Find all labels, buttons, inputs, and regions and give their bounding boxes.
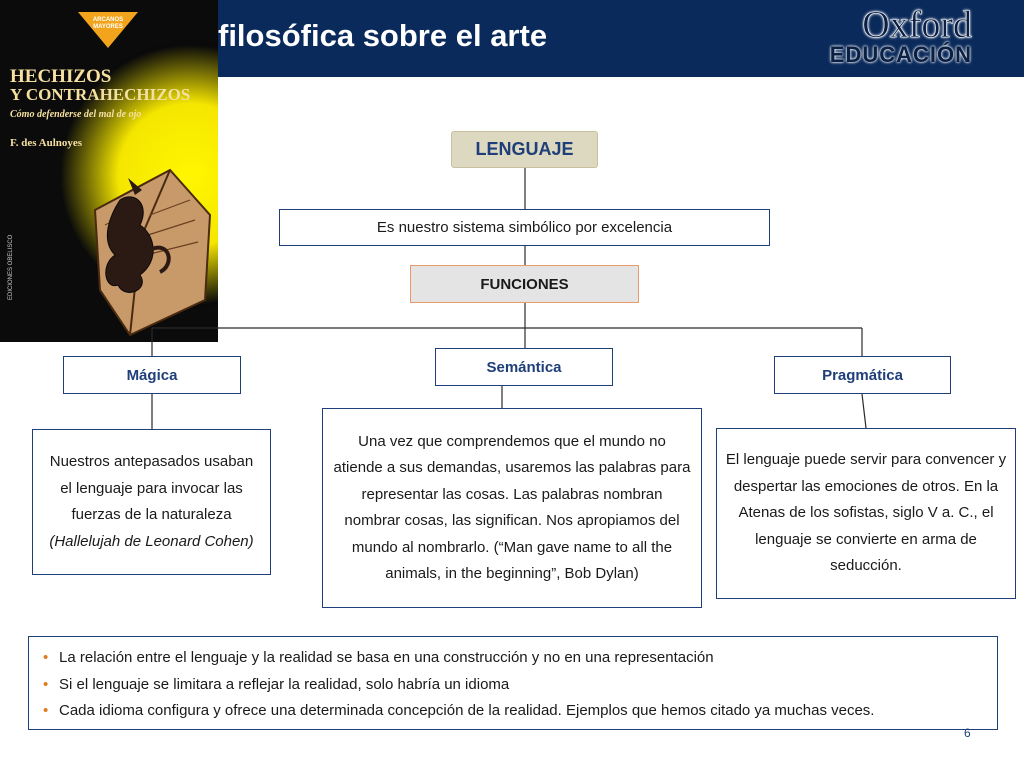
cover-title-line2: Y CONTRAHECHIZOS [10,85,191,104]
cover-series-line1: ARCANOS [92,17,124,23]
page-number: 6 [964,726,971,740]
root-node-lenguaje: LENGUAJE [451,131,598,168]
list-item [43,672,985,699]
bullet-text: La relación entre el lenguaje y la realidad se basa en una construcción y no en una representación [59,649,714,666]
bullet-icon: • [43,675,49,693]
bullet-icon: • [43,649,49,666]
magica-description-text: Nuestros antepasados usaban el lenguaje para invocar las fuerzas de la naturaleza [49,453,254,523]
pragmatica-description-text: El lenguaje puede servir para convencer y despertar las emociones de otros. En la Atenas de los sofistas, siglo V a. C., el lenguaje se convierte en arma de seducción. [725,451,1007,575]
pragmatica-description [716,428,1016,599]
cover-series-line2: MAYORES [93,24,123,30]
book-cover-image [0,0,218,342]
cover-title-line1: HECHIZOS [10,66,112,87]
semantica-description [322,408,702,608]
list-item [43,698,985,725]
connector-pragmatica-desc [862,394,866,428]
cover-subtitle: Cómo defenderse del mal de ojo [10,109,142,120]
list-item [43,645,985,672]
functions-node: FUNCIONES [410,265,639,303]
oxford-logo [829,4,972,68]
bullet-icon: • [43,702,49,719]
cover-author: F. des Aulnoyes [10,137,83,149]
magica-description-example: (Hallelujah de Leonard Cohen) [49,532,254,550]
bullet-text: Si el lenguaje se limitara a reflejar la realidad, solo habría un idioma [59,675,510,693]
cover-publisher: EDICIONES OBELISCO [8,234,14,300]
logo-oxford-text: Oxford [862,4,972,46]
function-magica: Mágica [63,356,241,394]
book-cover-illustration [0,0,218,342]
definition-node: Es nuestro sistema simbólico por excelencia [279,209,770,246]
key-points-box [28,636,998,730]
bullet-text: Cada idioma configura y ofrece una determinada concepción de la realidad. Ejemplos que hemos citado ya muchas veces. [59,702,875,719]
slide-title: filosófica sobre el arte [218,18,548,53]
logo-educacion-text: EDUCACIÓN [829,42,972,67]
semantica-description-text: Una vez que comprendemos que el mundo no atiende a sus demandas, usaremos las palabras para representar las cosas. Las palabras nombran nombrar cosas, las significan. Nos apropiamos del mundo al nombrarlo. (“Man gave name to all the animals, in the beginning”, Bob Dylan) [333,432,691,582]
magica-description [32,429,271,575]
function-pragmatica: Pragmática [774,356,951,394]
function-semantica: Semántica [435,348,613,386]
